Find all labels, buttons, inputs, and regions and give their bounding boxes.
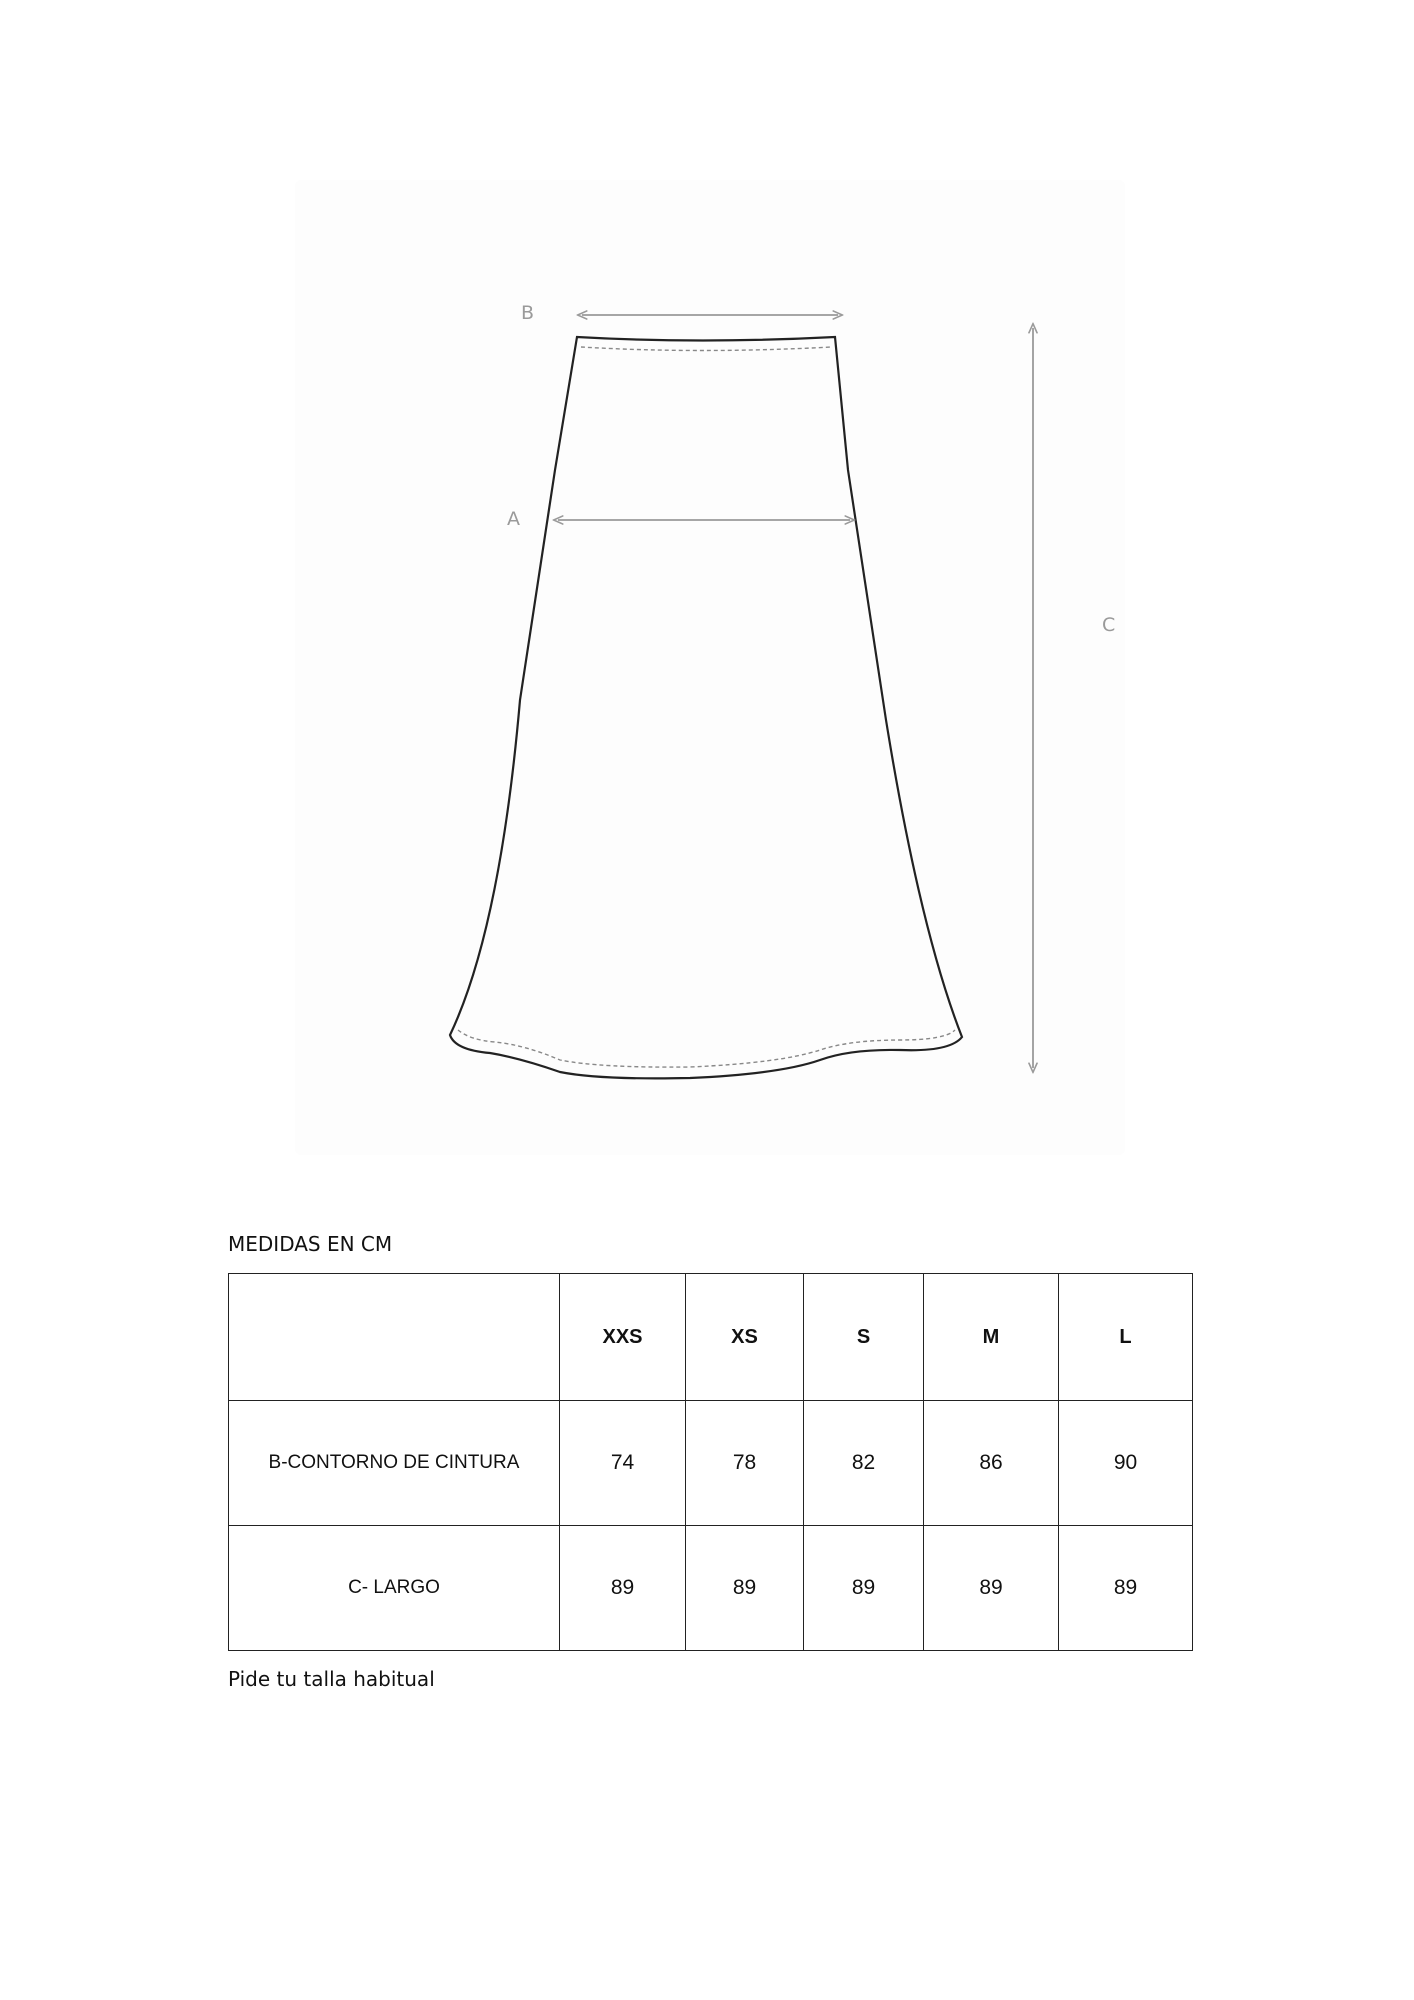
cell-waist-m: 86 [924, 1401, 1059, 1526]
size-header-xs: XS [686, 1274, 804, 1401]
hem-stitch [458, 1030, 955, 1067]
measure-b-label: B [521, 302, 535, 324]
size-chart-table [228, 1273, 1193, 1651]
cell-length-m: 89 [924, 1526, 1059, 1651]
size-advice-note: Pide tu talla habitual [228, 1667, 435, 1691]
measure-c-label: C [1102, 614, 1116, 636]
cell-length-xxs: 89 [560, 1526, 686, 1651]
size-header-l: L [1059, 1274, 1193, 1401]
cell-waist-xs: 78 [686, 1401, 804, 1526]
row-label-waist: B-CONTORNO DE CINTURA [229, 1401, 560, 1526]
size-header-row [229, 1274, 1193, 1401]
row-label-length: C- LARGO [229, 1526, 560, 1651]
header-empty-cell [229, 1274, 560, 1401]
cell-waist-s: 82 [804, 1401, 924, 1526]
measurements-title: MEDIDAS EN CM [228, 1232, 393, 1256]
table-row-length [229, 1526, 1193, 1651]
cell-waist-xxs: 74 [560, 1401, 686, 1526]
cell-length-s: 89 [804, 1526, 924, 1651]
cell-length-l: 89 [1059, 1526, 1193, 1651]
size-header-m: M [924, 1274, 1059, 1401]
waistband-stitch [581, 347, 832, 351]
table-row-waist [229, 1401, 1193, 1526]
cell-waist-l: 90 [1059, 1401, 1193, 1526]
measure-a-label: A [507, 508, 520, 530]
cell-length-xs: 89 [686, 1526, 804, 1651]
size-header-xxs: XXS [560, 1274, 686, 1401]
skirt-outline [450, 337, 962, 1078]
size-header-s: S [804, 1274, 924, 1401]
